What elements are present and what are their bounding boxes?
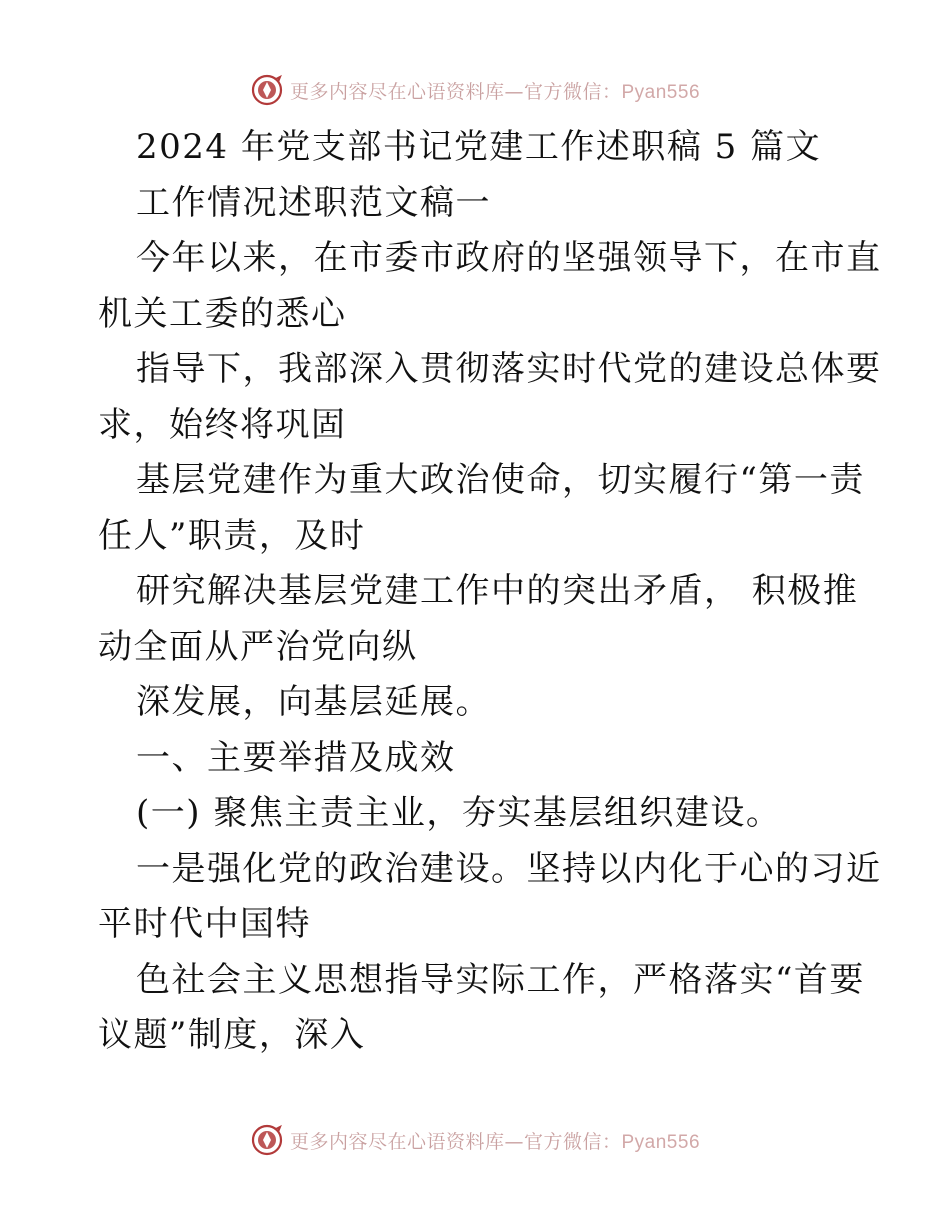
- watermark-separator: —: [504, 80, 524, 103]
- watermark-sub-text: 官方微信：: [523, 80, 622, 103]
- watermark-main-text: 更多内容尽在心语资料库: [289, 1130, 505, 1153]
- watermark-main-text: 更多内容尽在心语资料库: [289, 80, 505, 103]
- paragraph-line: 求，始终将巩固: [98, 404, 347, 445]
- pen-nib-circle-icon: [250, 1123, 284, 1157]
- pen-nib-circle-icon: [250, 73, 284, 107]
- paragraph-line: 机关工委的悉心: [98, 293, 347, 334]
- paragraph-line: 动全面从严治党向纵: [98, 626, 418, 667]
- section-subtitle: 工作情况述职范文稿一: [136, 182, 491, 223]
- paragraph-line: 指导下，我部深入贯彻落实时代党的建设总体要: [136, 349, 882, 389]
- watermark-separator: —: [504, 1130, 524, 1153]
- paragraph-line: 今年以来，在市委市政府的坚强领导下，在市直: [136, 238, 882, 278]
- paragraph-line: 议题”制度，深入: [98, 1015, 366, 1055]
- paragraph-line: 任人”职责，及时: [98, 515, 366, 556]
- paragraph-line: 基层党建作为重大政治使命，切实履行“第一责: [136, 460, 865, 500]
- paragraph-line: 深发展，向基层延展。: [136, 682, 491, 722]
- subsection-heading: (一) 聚焦主责主业，夯实基层组织建设。: [136, 793, 782, 833]
- watermark-footer: [0, 1118, 950, 1162]
- section-heading: 一、主要举措及成效: [136, 737, 456, 778]
- paragraph-line: 研究解决基层党建工作中的突出矛盾， 积极推: [136, 571, 859, 611]
- document-title: 2024 年党支部书记党建工作述职稿 5 篇文: [136, 127, 822, 167]
- watermark-sub-text: 官方微信：: [523, 1130, 622, 1153]
- paragraph-line: 色社会主义思想指导实际工作，严格落实“首要: [136, 959, 865, 1000]
- watermark-header: [0, 68, 950, 112]
- paragraph-line: 平时代中国特: [98, 904, 311, 944]
- watermark-wechat-id: Pyan556: [621, 1131, 701, 1153]
- document-body: [98, 120, 882, 1064]
- watermark-wechat-id: Pyan556: [621, 81, 701, 103]
- paragraph-line: 一是强化党的政治建设。坚持以内化于心的习近: [136, 848, 882, 889]
